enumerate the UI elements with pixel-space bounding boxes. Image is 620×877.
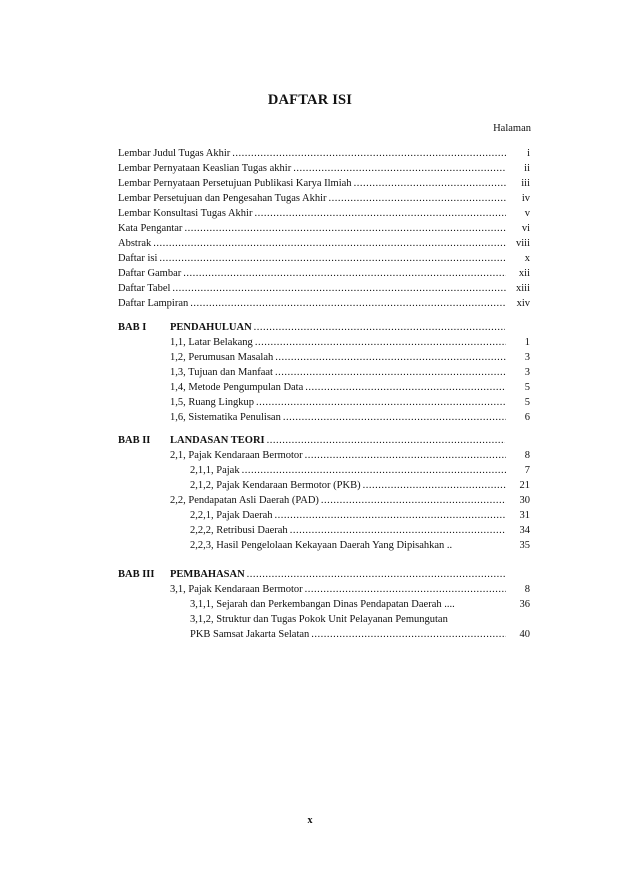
leader-dots: [184, 222, 506, 236]
toc-entry-page: iii: [521, 178, 530, 189]
halaman-label: Halaman: [493, 123, 531, 134]
toc-entry-label: Abstrak: [118, 238, 152, 249]
toc-entry-label: Kata Pengantar: [118, 223, 183, 234]
toc-entry: [118, 222, 530, 236]
toc-entry-page: 36: [519, 599, 530, 610]
toc-entry: [190, 479, 530, 493]
toc-entry-label: 2,1, Pajak Kendaraan Bermotor: [170, 450, 303, 461]
leader-dots: [275, 366, 506, 380]
toc-entry-page: 21: [519, 480, 530, 491]
toc-entry-page: x: [524, 253, 530, 264]
toc-entry: [190, 613, 530, 627]
leader-dots: [183, 267, 506, 281]
toc-entry-page: 5: [524, 397, 530, 408]
toc-entry: [118, 147, 530, 161]
toc-entry-page: 40: [519, 629, 530, 640]
toc-entry: [170, 411, 530, 425]
toc-entry: [118, 207, 530, 221]
toc-entry-page: v: [524, 208, 530, 219]
leader-dots: [153, 237, 506, 251]
leader-dots: [190, 297, 506, 311]
chapter-title: PENDAHULUAN: [170, 322, 252, 333]
leader-dots: [254, 207, 506, 221]
chapter-code: BAB I: [118, 322, 147, 333]
leader-dots: [247, 568, 505, 582]
toc-entry: [118, 282, 530, 296]
leader-dots: [329, 192, 506, 206]
toc-entry-page: ii: [524, 163, 530, 174]
toc-entry-label: 2,1,1, Pajak: [190, 465, 240, 476]
toc-entry-page: 34: [519, 525, 530, 536]
toc-entry: [190, 598, 530, 612]
toc-entry-page: 3: [524, 367, 530, 378]
toc-entry-page: 30: [519, 495, 530, 506]
leader-dots: [305, 449, 506, 463]
toc-entry: [118, 267, 530, 281]
leader-dots: [305, 583, 506, 597]
toc-entry-label: 1,2, Perumusan Masalah: [170, 352, 274, 363]
toc-entry-page: xii: [518, 268, 530, 279]
toc-entry-page: 6: [524, 412, 530, 423]
leader-dots: [232, 147, 506, 161]
toc-entry: [118, 237, 530, 251]
toc-entry-page: xiii: [515, 283, 530, 294]
leader-dots: [305, 381, 506, 395]
toc-entry: [170, 583, 530, 597]
chapter-title: PEMBAHASAN: [170, 569, 245, 580]
toc-entry: [170, 351, 530, 365]
toc-entry: [170, 449, 530, 463]
leader-dots: [363, 479, 506, 493]
toc-entry-page: 1: [524, 337, 530, 348]
toc-entry: [118, 177, 530, 191]
toc-entry-page: vi: [521, 223, 530, 234]
toc-entry: [118, 192, 530, 206]
toc-entry: [190, 464, 530, 478]
toc-entry-page: 35: [519, 540, 530, 551]
toc-entry-label: 2,2,1, Pajak Daerah: [190, 510, 273, 521]
leader-dots: [256, 396, 506, 410]
toc-entry-page: 31: [519, 510, 530, 521]
toc-entry: [118, 162, 530, 176]
toc-entry-label: 3,1,2, Struktur dan Tugas Pokok Unit Pelayanan Pemungutan: [190, 614, 448, 625]
leader-dots: [159, 252, 506, 266]
leader-dots: [354, 177, 506, 191]
toc-entry-label: Lembar Pernyataan Keaslian Tugas akhir: [118, 163, 292, 174]
chapter-code: BAB III: [118, 569, 155, 580]
toc-entry: [118, 297, 530, 311]
leader-dots: [283, 411, 506, 425]
toc-entry: [170, 366, 530, 380]
leader-dots: [293, 162, 506, 176]
toc-entry-page: 7: [524, 465, 530, 476]
toc-entry-label: Daftar Lampiran: [118, 298, 189, 309]
toc-entry-page: 5: [524, 382, 530, 393]
toc-entry-label: 2,2,2, Retribusi Daerah: [190, 525, 288, 536]
toc-entry-label: Daftar Gambar: [118, 268, 182, 279]
leader-dots: [254, 321, 505, 335]
toc-entry: [170, 396, 530, 410]
toc-entry-label: 2,2, Pendapatan Asli Daerah (PAD): [170, 495, 319, 506]
toc-entry: [190, 524, 530, 538]
toc-entry-page: iv: [521, 193, 530, 204]
toc-entry-label: Daftar Tabel: [118, 283, 171, 294]
leader-dots: [275, 509, 506, 523]
toc-entry-label: 1,5, Ruang Lingkup: [170, 397, 254, 408]
toc-entry-page: 8: [524, 584, 530, 595]
chapter-code: BAB II: [118, 435, 151, 446]
leader-dots: [255, 336, 506, 350]
toc-entry-label: 1,3, Tujuan dan Manfaat: [170, 367, 273, 378]
toc-entry: [190, 509, 530, 523]
toc-entry-page: xiv: [516, 298, 530, 309]
toc-entry: [118, 252, 530, 266]
leader-dots: [275, 351, 506, 365]
leader-dots: [242, 464, 506, 478]
toc-entry-page: viii: [515, 238, 530, 249]
toc-entry-label: 3,1, Pajak Kendaraan Bermotor: [170, 584, 303, 595]
page-title: DAFTAR ISI: [267, 92, 353, 108]
leader-dots: [267, 434, 505, 448]
toc-entry: [170, 381, 530, 395]
toc-entry-label: 1,1, Latar Belakang: [170, 337, 253, 348]
chapter-heading: [118, 321, 507, 335]
toc-entry-page: 3: [524, 352, 530, 363]
toc-entry-label: Lembar Judul Tugas Akhir: [118, 148, 231, 159]
toc-entry-label: Daftar isi: [118, 253, 158, 264]
leader-dots: [290, 524, 506, 538]
toc-entry: [170, 336, 530, 350]
toc-entry-label: 3,1,1, Sejarah dan Perkembangan Dinas Pendapatan Daerah ....: [190, 599, 455, 610]
toc-entry-label: 1,4, Metode Pengumpulan Data: [170, 382, 304, 393]
toc-entry-label: 2,1,2, Pajak Kendaraan Bermotor (PKB): [190, 480, 361, 491]
page-number: x: [307, 815, 313, 826]
leader-dots: [172, 282, 506, 296]
leader-dots: [311, 628, 506, 642]
toc-entry-label: PKB Samsat Jakarta Selatan: [190, 629, 310, 640]
toc-entry-label: Lembar Konsultasi Tugas Akhir: [118, 208, 253, 219]
toc-entry: [190, 628, 530, 642]
toc-entry-page: i: [527, 148, 530, 159]
toc-entry-label: Lembar Persetujuan dan Pengesahan Tugas Akhir: [118, 193, 327, 204]
chapter-heading: [118, 568, 507, 582]
toc-entry: [170, 494, 530, 508]
toc-entry-label: 2,2,3, Hasil Pengelolaan Kekayaan Daerah Yang Dipisahkan ..: [190, 540, 453, 551]
toc-entry-label: 1,6, Sistematika Penulisan: [170, 412, 281, 423]
toc-entry: [190, 539, 530, 553]
leader-dots: [321, 494, 506, 508]
toc-entry-page: 8: [524, 450, 530, 461]
chapter-title: LANDASAN TEORI: [170, 435, 265, 446]
toc-entry-label: Lembar Pernyataan Persetujuan Publikasi Karya Ilmiah: [118, 178, 352, 189]
chapter-heading: [118, 434, 507, 448]
